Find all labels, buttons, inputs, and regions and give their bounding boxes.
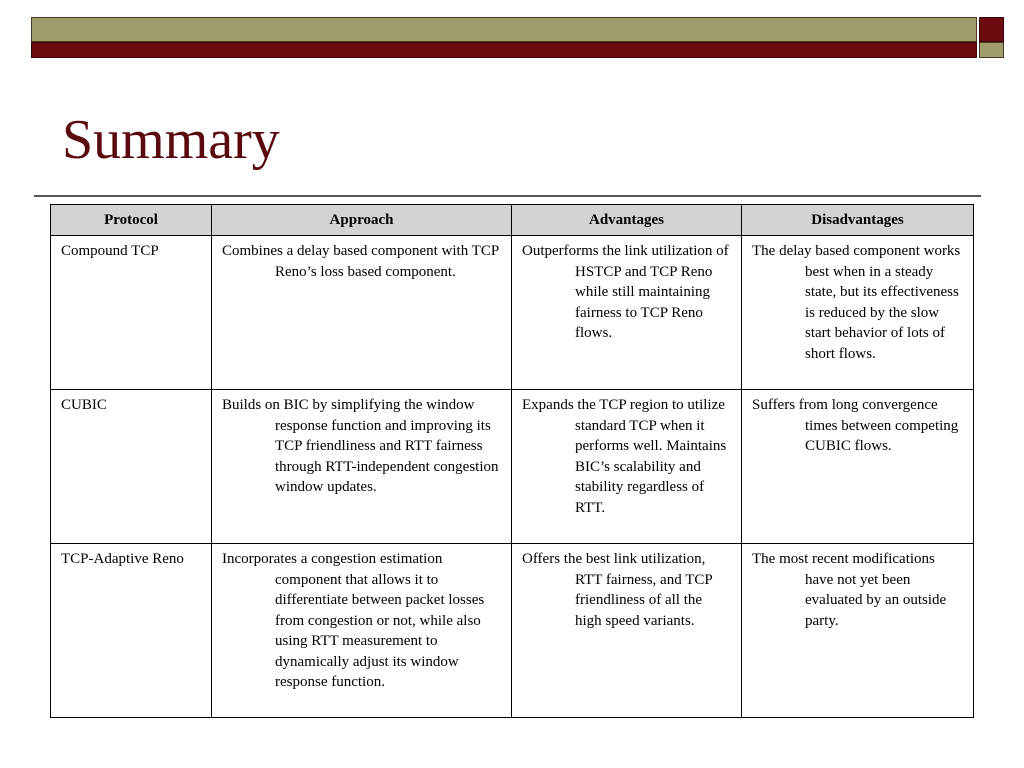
cell-approach — [212, 390, 512, 544]
header-bar-olive — [31, 17, 977, 42]
cell-disadvantages — [742, 544, 974, 718]
cell-disadvantages — [742, 390, 974, 544]
cell-text: Expands the TCP region to utilize standard TCP when it performs well. Maintains BIC’s scalability and stability regardless of RTT. — [522, 397, 727, 516]
title-divider — [34, 195, 981, 197]
cell-approach — [212, 236, 512, 390]
header-bar-maroon — [31, 42, 977, 58]
cell-protocol — [51, 544, 212, 718]
cell-advantages — [512, 236, 742, 390]
cell-text: The most recent modifications have not yet been evaluated by an outside party. — [752, 551, 947, 629]
cell-approach — [212, 544, 512, 718]
cell-protocol — [51, 390, 212, 544]
header-advantages: Advantages — [512, 205, 742, 236]
header-square-olive — [979, 42, 1004, 58]
header-square-maroon — [979, 17, 1004, 42]
table-header-row — [51, 205, 974, 236]
cell-text: Outperforms the link utilization of HSTCP and TCP Reno while still maintaining fairness to TCP Reno flows. — [522, 243, 729, 341]
cell-protocol — [51, 236, 212, 390]
cell-text: CUBIC — [61, 397, 107, 413]
cell-advantages — [512, 544, 742, 718]
cell-text: Offers the best link utilization, RTT fairness, and TCP friendliness of all the high speed variants. — [522, 551, 713, 629]
cell-text: Combines a delay based component with TCP Reno’s loss based component. — [222, 243, 499, 280]
table-row — [51, 390, 974, 544]
cell-text: The delay based component works best when in a steady state, but its effectiveness is reduced by the slow start behavior of lots of short flows. — [752, 243, 961, 362]
summary-table — [50, 204, 974, 718]
table-row — [51, 544, 974, 718]
cell-text: Builds on BIC by simplifying the window response function and improving its TCP friendliness and RTT fairness through RTT-independent congestion window updates. — [222, 397, 499, 495]
table-row — [51, 236, 974, 390]
cell-text: Compound TCP — [61, 243, 159, 259]
header-approach: Approach — [212, 205, 512, 236]
cell-text: Suffers from long convergence times between competing CUBIC flows. — [752, 397, 959, 454]
cell-disadvantages — [742, 236, 974, 390]
cell-text: Incorporates a congestion estimation component that allows it to differentiate between packet losses from congestion or not, while also using RTT measurement to dynamically adjust its window response function. — [222, 551, 485, 690]
header-protocol: Protocol — [51, 205, 212, 236]
cell-advantages — [512, 390, 742, 544]
slide-title: Summary — [62, 109, 280, 171]
header-disadvantages: Disadvantages — [742, 205, 974, 236]
cell-text: TCP-Adaptive Reno — [61, 551, 184, 567]
